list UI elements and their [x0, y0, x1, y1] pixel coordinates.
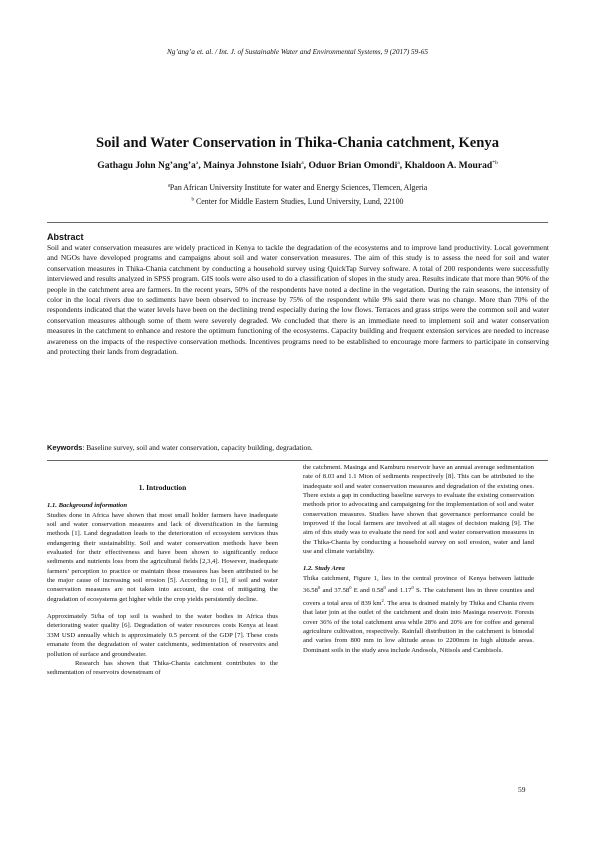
abstract-heading: Abstract — [47, 232, 84, 242]
abstract-body: Soil and water conservation measures are widely practiced in Kenya to tackle the degradation of the ecosystems and to improve land productivity. Local government and NGOs have developed programs and campaigns about soil and water conservation measures. The aim of this study is to assess the need for soil and water conservation measures in Thika-Chania catchment by conducting a household survey using QuickTap Survey software. A total of 200 respondents were successfully interviewed and results analyzed in SPSS program. GIS tools were also used to do a classification of slopes in the study area. Results indicate that more than 90% of the people in the catchment area are farmers. In the recent years, 50% of the respondents have noted a decline in the vegetation. During the rain seasons, the intensity of color in the local rivers due to sediments have been observed to increase by 75% of the respondent while 9% said there was no change. More than 70% of the respondents indicated that the water levels have been on the declining trend especially during the low flows. Terraces and grass strips were the common soil and water conservation measures although some of them were severely degraded. We concluded that there is an immediate need to implement soil and water conservation measures in the catchment to enhance and restore the optimum functioning of the ecosystems. Capacity building and frequent extension services are needed to increase awareness on the impacts of the respective conservation methods. Incentives programs need to be established to encourage more farmers to participate in conserving and protecting their lands from degradation. — [47, 243, 549, 357]
paragraph — [303, 574, 534, 655]
author-name: Oduor Brian Omondi — [308, 160, 398, 172]
text-run: . The area is drained mainly by Thika and Chania rivers that later join at the outlet of the catchment and drain into Masinga reservoir. Forests cover 36% of the total catchment area while 28% and 20% are for coffee and general agriculture cultivation, respectively. Rainfall distribution in the catchment is bimodal and varies from 800 mm in low altitude areas to 2200mm in high altitude areas. Dominant soils in the study area include Andosols, Nitisols and Cambisols. — [303, 599, 534, 654]
author-list: Gathagu John $Ng’ang’a^a$, Mainya Johnstone Isiah$^a$, Oduor Brian Omondi$^a$, Khaldoon A. Mourad$^{*b}$ — [97, 160, 498, 172]
abstract-top-rule — [47, 222, 548, 223]
affiliation-text: Center for Middle Eastern Studies, Lund University, Lund, 22100 — [196, 197, 404, 206]
degree-mark: 0 — [349, 585, 352, 591]
paragraph: the catchment. Masinga and Kamburu reservoir have an annual average sedimentation rate of 8.03 and 1.1 Mton of sediments respectively [8]. This can be attributed to the inadequate soil and water conservation measures and degradation of the existing ones. There exists a gap in conducting baseline surveys to evaluate the existing conservation methods prior to advocating and campaigning for the implementation of soil and water conservation measures. Studies have shown that governance performance could be improved if the local farmers are involved at all stages of decision making [9]. The aim of this study was to evaluate the need for soil and water conservation measures in the Thika-Chania by conducting a household survey on soil erosion, water and land use and climate variability. — [303, 464, 534, 556]
affiliation — [0, 197, 595, 206]
paper-title: Soil and Water Conservation in Thika-Chania catchment, Kenya — [95, 135, 499, 151]
text-run: Thika catchment, Figure 1, lies in the central province of Kenya between latitude 36.58 — [303, 574, 534, 595]
keywords-text: : Baseline survey, soil and water conservation, capacity building, degradation. — [82, 443, 313, 452]
affiliation-mark: a — [167, 183, 170, 189]
degree-mark: 0 — [383, 585, 386, 591]
author-name: Khaldoon A. Mourad — [404, 160, 493, 172]
text-run: S. The catchment lies in three counties and covers a total area of 839 km — [303, 587, 534, 607]
paragraph: Approximately 5t/ha of top soil is washed to the water bodies in Africa thus deteriorating water quality [6]. Degradation of water resources costs Kenya at least 33M USD annually which is approximately 0.5 percent of the GDP [7]. These costs emanate from the degradation of water catchments, sedimentation of reservoirs and pollution of surface and groundwater. — [47, 613, 278, 658]
page-number: 59 — [518, 785, 526, 794]
paragraph: Research has shown that Thika-Chania catchment contributes to the sedimentation of reservoirs downstream of — [47, 659, 278, 677]
author-affil-mark: a — [301, 160, 304, 166]
right-column — [303, 463, 534, 655]
keywords-label: Keywords — [47, 443, 83, 452]
text-run: and 37.58 — [320, 587, 350, 595]
author-name: Mainya Johnstone Isiah — [203, 160, 302, 172]
affiliation-mark: b — [191, 197, 195, 203]
keywords-bottom-rule — [47, 460, 548, 461]
keywords — [47, 443, 549, 452]
affiliation-text: Pan African University Institute for water and Energy Sciences, Tlemcen, Algeria — [169, 183, 428, 192]
affiliation — [0, 183, 595, 192]
author-name: Gathagu John Ng’ang’a — [97, 160, 196, 172]
author-affil-mark: *b — [492, 160, 498, 166]
degree-mark: 0 — [317, 585, 321, 591]
author-affil-mark: a — [397, 160, 400, 166]
subsection-heading: 1.1. Background information — [47, 502, 128, 510]
text-run: E and 0.58 — [351, 587, 384, 595]
running-header: Ng’ang’a et. al. / Int. J. of Sustainable Water and Environmental Systems, 9 (2017) 59-65 — [166, 47, 429, 56]
paragraph: Studies done in Africa have shown that most small holder farmers have inadequate soil and water conservation measures and lack of diversification in the farming methods [1]. Land degradation leads to the deterioration of ecosystem services thus endangering their sustainability. Soil and water conservation methods have been evaluated for their effectiveness and have been shown to significantly reduce sediments and nutrients loss from the agricultural fields [2,3,4]. However, inadequate farmers’ perception to practice or maintain those measures has been attributed to be the major cause of increasing soil erosion [5]. According to [1], if soil and water conservation measures are not taken into account, the cost of mitigating the degradation of ecosystems get higher while the crop yields persistently decline. — [47, 511, 278, 603]
degree-mark: 0 — [411, 585, 414, 591]
section-heading: 1. Introduction — [138, 483, 187, 492]
squared-mark: 2 — [381, 597, 384, 603]
left-column — [47, 463, 278, 678]
subsection-heading: 1.2. Study Area — [303, 565, 345, 573]
author-affil-mark: a — [195, 160, 199, 166]
text-run: and 1.17 — [385, 587, 412, 595]
